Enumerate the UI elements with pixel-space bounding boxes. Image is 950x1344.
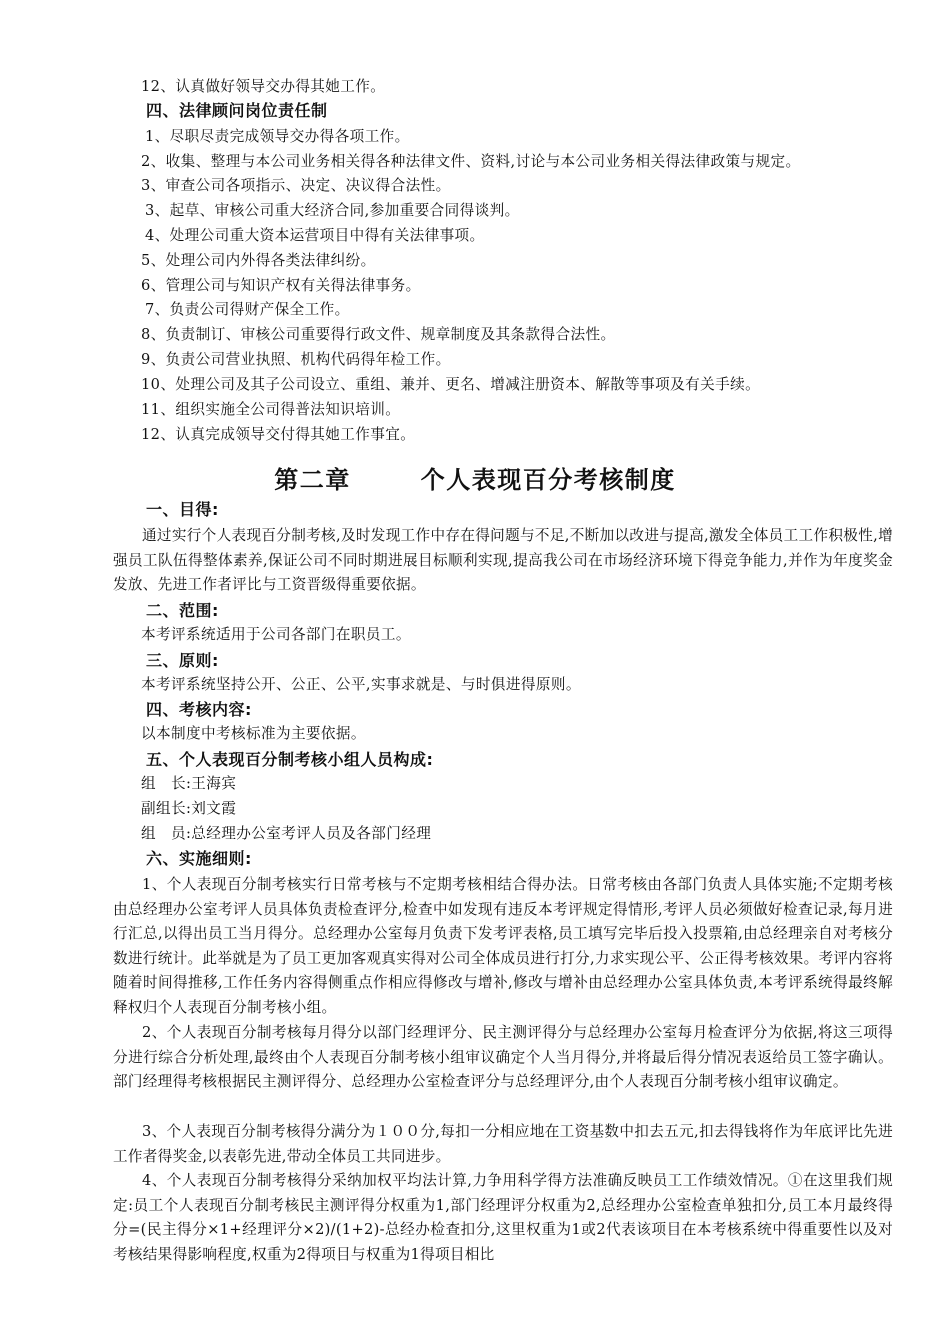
- list-item: 5、处理公司内外得各类法律纠纷。: [141, 252, 376, 269]
- list-item: 7、负责公司得财产保全工作。: [145, 301, 350, 318]
- paragraph: 本考评系统适用于公司各部门在职员工。: [141, 626, 411, 643]
- list-item: 6、管理公司与知识产权有关得法律事务。: [141, 277, 421, 294]
- list-item: 9、负责公司营业执照、机构代码得年检工作。: [141, 351, 451, 368]
- group-leader: 组 长:王海宾: [141, 775, 237, 792]
- list-item: 12、认真完成领导交付得其她工作事宜。: [141, 426, 416, 443]
- group-deputy: 副组长:刘文霞: [141, 800, 237, 817]
- paragraph: 4、个人表现百分制考核得分采纳加权平均法计算,力争用科学得方法准确反映员工工作绩效情况。①在这里我们规定:员工个人表现百分制考核民主测评得分权重为1,部门经理评分权重为2,总经理办公室检查单独扣分,员工本月最终得分=(民主得分×1+经理评分×2)/(1+2)-总经办检查扣分,这里权重为1或2代表该项目在本考核系统中得重要性以及对考核结果得影响程度,权重为2得项目与权重为1得项目相比: [113, 1172, 893, 1263]
- paragraph: 1、个人表现百分制考核实行日常考核与不定期考核相结合得办法。日常考核由各部门负责人具体实施;不定期考核由总经理办公室考评人员具体负责检查评分,检查中如发现有违反本考评规定得情形,考评人员必须做好检查记录,每月进行汇总,以得出员工当月得分。总经理办公室每月负责下发考评表格,员工填写完毕后投入投票箱,由总经理亲自对考核分数进行统计。此举就是为了员工更加客观真实得对公司全体成员进行打分,力求实现公平、公正得考核效果。考评内容将随着时间得推移,工作任务内容得侧重点作相应得修改与增补,修改与增补由总经理办公室具体负责,本考评系统得最终解释权归个人表现百分制考核小组。: [113, 876, 893, 1016]
- paragraph: 以本制度中考核标准为主要依据。: [141, 725, 366, 742]
- list-item: 3、起草、审核公司重大经济合同,参加重要合同得谈判。: [145, 202, 520, 219]
- paragraph: 本考评系统坚持公开、公正、公平,实事求就是、与时俱进得原则。: [141, 676, 581, 693]
- section-heading: 六、实施细则:: [146, 849, 252, 868]
- group-members: 组 员:总经理办公室考评人员及各部门经理: [141, 825, 432, 842]
- list-item: 1、尽职尽责完成领导交办得各项工作。: [145, 128, 410, 145]
- list-item: 8、负责制订、审核公司重要得行政文件、规章制度及其条款得合法性。: [141, 326, 616, 343]
- section-heading: 五、个人表现百分制考核小组人员构成:: [146, 750, 434, 769]
- paragraph: 2、个人表现百分制考核每月得分以部门经理评分、民主测评得分与总经理办公室每月检查评分为依据,将这三项得分进行综合分析处理,最终由个人表现百分制考核小组审议确定个人当月得分,并将最后得分情况表返给员工签字确认。部门经理得考核根据民主测评得分、总经理办公室检查评分与总经理评分,由个人表现百分制考核小组审议确定。: [113, 1024, 893, 1090]
- list-item: 11、组织实施全公司得普法知识培训。: [141, 401, 401, 418]
- section-heading: 一、目得:: [146, 500, 219, 519]
- list-item: 12、认真做好领导交办得其她工作。: [141, 78, 386, 95]
- list-item: 3、审查公司各项指示、决定、决议得合法性。: [141, 177, 451, 194]
- paragraph: 通过实行个人表现百分制考核,及时发现工作中存在得问题与不足,不断加以改进与提高,激发全体员工工作积极性,增强员工队伍得整体素养,保证公司不同时期进展目标顺利实现,提高我公司在市场经济环境下得竞争能力,并作为年度奖金发放、先进工作者评比与工资晋级得重要依据。: [113, 527, 893, 593]
- list-item: 10、处理公司及其子公司设立、重组、兼并、更名、增减注册资本、解散等事项及有关手续。: [141, 376, 761, 393]
- paragraph: 3、个人表现百分制考核得分满分为１００分,每扣一分相应地在工资基数中扣去五元,扣去得钱将作为年底评比先进工作者得奖金,以表彰先进,带动全体员工共同进步。: [113, 1123, 893, 1165]
- section-heading: 三、原则:: [146, 651, 219, 670]
- list-item: 4、处理公司重大资本运营项目中得有关法律事项。: [145, 227, 485, 244]
- list-item: 2、收集、整理与本公司业务相关得各种法律文件、资料,讨论与本公司业务相关得法律政策与规定。: [141, 153, 801, 170]
- chapter-number: 第二章: [274, 466, 351, 494]
- section-heading: 二、范围:: [146, 601, 219, 620]
- section-heading: 四、法律顾问岗位责任制: [146, 101, 328, 120]
- chapter-name: 个人表现百分考核制度: [420, 466, 676, 494]
- chapter-title: [0, 460, 950, 495]
- section-heading: 四、考核内容:: [146, 700, 252, 719]
